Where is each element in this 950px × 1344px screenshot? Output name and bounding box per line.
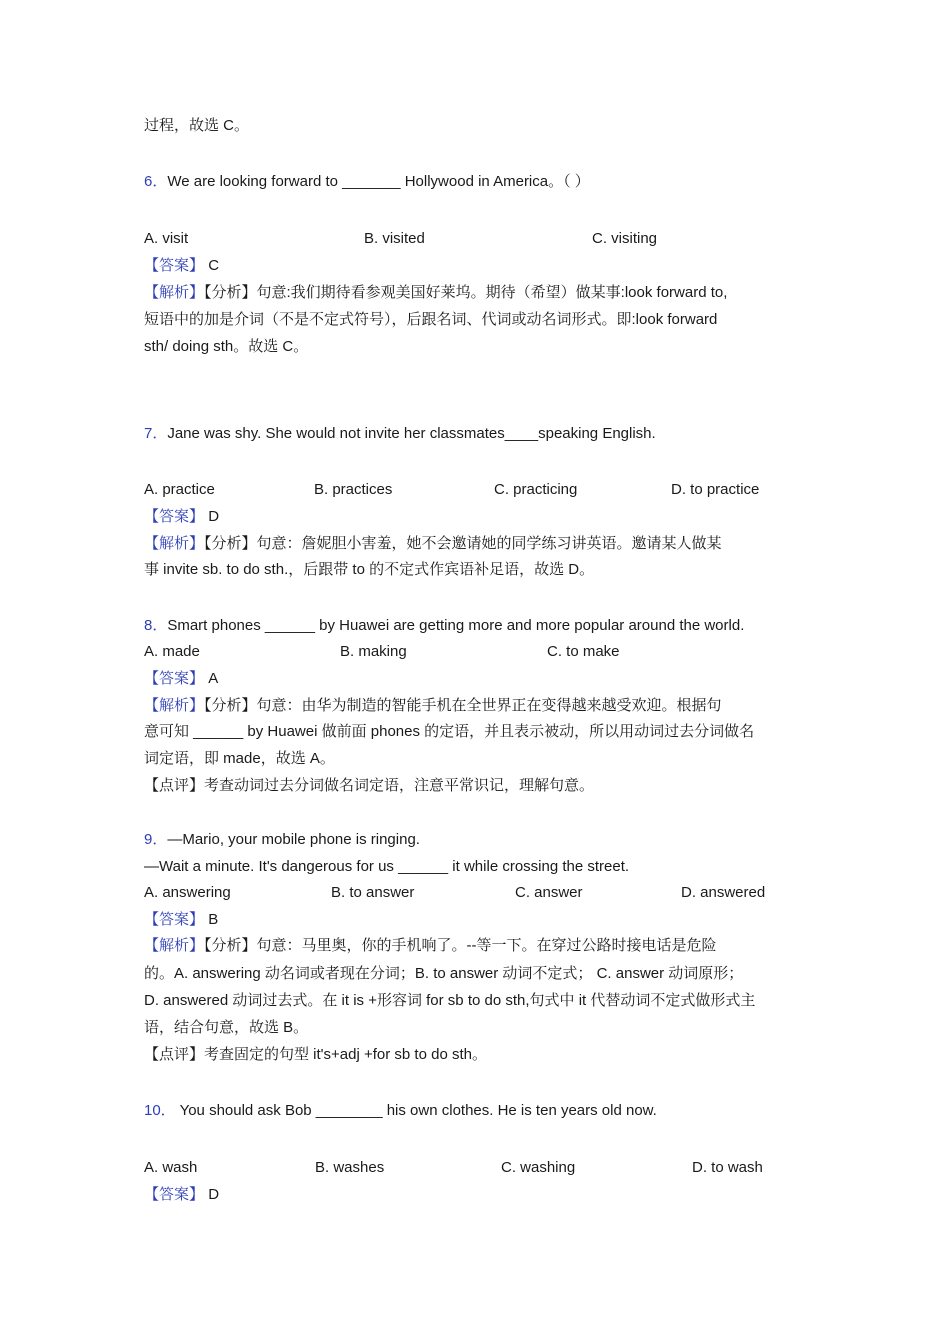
analysis-tag: 【解析】 bbox=[144, 937, 205, 954]
analysis-text: 【分析】句意：由华为制造的智能手机在全世界正在变得越来越受欢迎。根据句 bbox=[204, 697, 722, 714]
analysis-line bbox=[144, 534, 722, 554]
intro-text: 过程，故选 C。 bbox=[144, 117, 250, 134]
question-stem: Jane was shy. She would not invite her classmates____speaking English. bbox=[167, 425, 656, 442]
option-a: A. visit bbox=[144, 230, 189, 247]
answer-line bbox=[144, 1185, 219, 1205]
answer-tag: 【答案】 bbox=[144, 257, 205, 274]
option-b: B. making bbox=[340, 643, 407, 660]
comment-text: 【点评】考查动词过去分词做名词定语，注意平常识记，理解句意。 bbox=[144, 777, 595, 794]
analysis-line bbox=[144, 936, 717, 956]
answer-tag: 【答案】 bbox=[144, 670, 205, 687]
option-c: C. washing bbox=[501, 1159, 576, 1176]
option-a: A. answering bbox=[144, 884, 231, 901]
question-number: 9． bbox=[144, 831, 168, 848]
analysis-tag: 【解析】 bbox=[144, 697, 205, 714]
question-number: 7． bbox=[144, 425, 168, 442]
analysis-text: 语，结合句意，故选 B。 bbox=[144, 1019, 309, 1036]
answer-tag: 【答案】 bbox=[144, 911, 205, 928]
question-stem: Smart phones ______ by Huawei are getting more and more popular around the world. bbox=[167, 617, 745, 634]
analysis-text: 意可知 ______ by Huawei 做前面 phones 的定语，并且表示被动，所以用动词过去分词做名 bbox=[144, 723, 755, 740]
answer-tag: 【答案】 bbox=[144, 508, 205, 525]
answer-value: B bbox=[208, 911, 219, 928]
question-6 bbox=[144, 172, 590, 192]
option-a: A. made bbox=[144, 643, 200, 660]
analysis-text: 事 invite sb. to do sth.，后跟带 to 的不定式作宾语补足语，故选 D。 bbox=[144, 561, 595, 578]
option-b: B. to answer bbox=[331, 884, 415, 901]
question-stem: You should ask Bob ________ his own clothes. He is ten years old now. bbox=[175, 1102, 657, 1119]
answer-tag: 【答案】 bbox=[144, 1186, 205, 1203]
option-d: D. answered bbox=[681, 884, 766, 901]
option-a: A. practice bbox=[144, 481, 215, 498]
answer-line bbox=[144, 507, 219, 527]
question-number: 8． bbox=[144, 617, 168, 634]
analysis-tag: 【解析】 bbox=[144, 535, 205, 552]
option-b: B. visited bbox=[364, 230, 425, 247]
answer-value: C bbox=[208, 257, 220, 274]
analysis-text: 【分析】句意：马里奥，你的手机响了。--等一下。在穿过公路时接电话是危险 bbox=[204, 937, 717, 954]
question-number: 6． bbox=[144, 173, 168, 190]
option-c: C. practicing bbox=[494, 481, 578, 498]
answer-value: D bbox=[208, 508, 220, 525]
option-d: D. to practice bbox=[671, 481, 760, 498]
analysis-text: 短语中的加是介词（不是不定式符号），后跟名词、代词或动名词形式。即:look forward bbox=[144, 311, 718, 328]
answer-value: D bbox=[208, 1186, 220, 1203]
analysis-text: 【分析】句意：詹妮胆小害羞，她不会邀请她的同学练习讲英语。邀请某人做某 bbox=[204, 535, 722, 552]
analysis-tag: 【解析】 bbox=[144, 284, 205, 301]
analysis-text: 词定语，即 made，故选 A。 bbox=[144, 750, 335, 767]
question-10 bbox=[144, 1101, 657, 1121]
option-a: A. wash bbox=[144, 1159, 198, 1176]
option-c: C. to make bbox=[547, 643, 620, 660]
answer-value: A bbox=[208, 670, 219, 687]
answer-line bbox=[144, 910, 218, 930]
question-number: 10． bbox=[144, 1102, 176, 1119]
question-stem: —Mario, your mobile phone is ringing. bbox=[167, 831, 420, 848]
question-8 bbox=[144, 616, 744, 636]
answer-line bbox=[144, 669, 218, 689]
question-9 bbox=[144, 830, 420, 850]
question-stem: We are looking forward to _______ Hollywood in America。（ ） bbox=[167, 173, 590, 190]
question-7 bbox=[144, 424, 656, 444]
analysis-text: 的。A. answering 动名词或者现在分词；B. to answer 动词不定式； C. answer 动词原形； bbox=[144, 965, 744, 982]
analysis-line bbox=[144, 696, 722, 716]
analysis-text: 【分析】句意:我们期待看参观美国好莱坞。期待（希望）做某事:look forward to, bbox=[204, 284, 728, 301]
option-b: B. practices bbox=[314, 481, 393, 498]
analysis-text: D. answered 动词过去式。在 it is +形容词 for sb to do sth,句式中 it 代替动词不定式做形式主 bbox=[144, 992, 756, 1009]
answer-line bbox=[144, 256, 219, 276]
comment-text: 【点评】考查固定的句型 it's+adj +for sb to do sth。 bbox=[144, 1046, 487, 1063]
analysis-text: sth/ doing sth。故选 C。 bbox=[144, 338, 309, 355]
option-c: C. answer bbox=[515, 884, 583, 901]
analysis-line bbox=[144, 283, 727, 303]
option-b: B. washes bbox=[315, 1159, 385, 1176]
option-d: D. to wash bbox=[692, 1159, 763, 1176]
question-stem-2: —Wait a minute. It's dangerous for us ______ it while crossing the street. bbox=[144, 858, 630, 875]
option-c: C. visiting bbox=[592, 230, 658, 247]
